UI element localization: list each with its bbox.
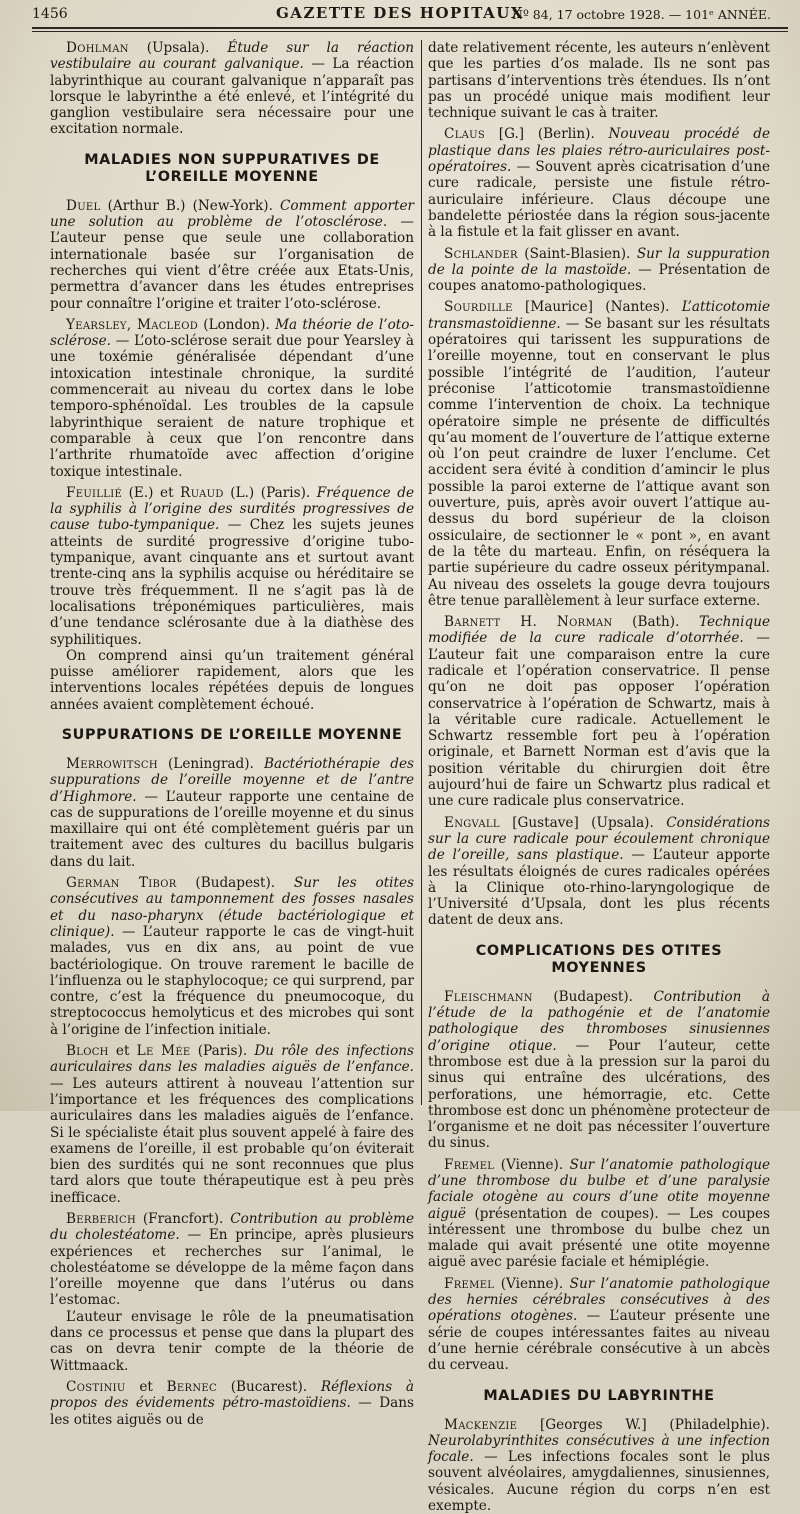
- article-fremel-2: Fremel (Vienne). Sur l’anatomie pathologique des hernies cérébrales consécutives à des opérations otogènes. — L’auteur présente une série de coupes intéressantes faites au niveau d’une hernie cérébrale consécutive à un abcès du cerveau.: [428, 1275, 770, 1374]
- masthead: GAZETTE DES HOPITAUX: [276, 4, 525, 22]
- article-fleischmann: Fleischmann (Budapest). Contribution à l’étude de la pathogénie et de l’anatomie pathologique des thromboses sinusiennes d’origine otique. — Pour l’auteur, cette thrombose est due à la pression sur la paroi du sinus qui entraîne des ulcérations, des perforations, une hémorragie, etc. Cette thrombose est donc un phénomène protecteur de l’organisme et ne doit pas nécessiter l’ouverture du sinus.: [428, 988, 770, 1152]
- article-fremel-1: Fremel (Vienne). Sur l’anatomie pathologique d’une thrombose du bulbe et d’une paralysie faciale otogène au cours d’une otite moyenne aiguë (présentation de coupes). — Les coupes intéressent une thrombose du bulbe chez un malade qui avait présenté une otite moyenne aiguë avec parésie faciale et hémiplégie.: [428, 1156, 770, 1271]
- article-claus: Claus [G.] (Berlin). Nouveau procédé de plastique dans les plaies rétro-auriculaires post-opératoires. — Souvent après cicatrisation d’une cure radicale, persiste une fistule rétro-auriculaire inférieure. Claus découpe une bandelette périostée dans la région sous-jacente à la fistule et la fait glisser en avant.: [428, 126, 770, 241]
- article-duel: Duel (Arthur B.) (New-York). Comment apporter une solution au problème de l’otosclérose. — L’auteur pense que seule une collaboration internationale basée sur l’organisation de recherches qui vient d’être créée aux Etats-Unis, permettra d’avancer dans les études entreprises pour connaître l’origine et traiter l’oto-sclérose.: [50, 197, 414, 312]
- section-heading: MALADIES DU LABYRINTHE: [483, 1387, 715, 1404]
- right-column: [428, 40, 770, 1514]
- article-sourdille: Sourdille [Maurice] (Nantes). L’atticotomie transmastoïdienne. — Se basant sur les résultats opératoires qui tarissent les suppurations de l’oreille moyenne, tout en conservant le plus possible l’intégrité de l’audition, l’auteur préconise l’atticotomie transmastoïdienne comme l’intervention de choix. La technique opératoire simple ne présente de difficultés qu’au moment de l’ouverture de l’attique externe où l’on peut craindre de luxer l’enclume. Cet accident sera évité à condition d’amincir le plus possible la paroi externe de l’attique avant son ouverture, puis, après avoir ouvert l’attique au-dessus du bord supérieur de la cloison ossiculaire, de sectionner le « pont », en avant de la tête du marteau. Enfin, on réséquera la partie supérieure du cadre osseux péritympanal. Au niveau des osselets la gouge devra toujours être tenue parallèlement à leur surface externe.: [428, 299, 770, 609]
- header-rule-thin: [32, 31, 788, 32]
- article-barnett: Barnett H. Norman (Bath). Technique modifiée de la cure radicale d’otorrhée. — L’auteur fait une comparaison entre la cure radicale et l’opération conservatrice. Il pense qu’on ne doit pas opposer l’opération conservatrice à l’opération de Schwartz, mais à la véritable cure radicale. Actuellement le Schwartz ressemble fort peu à l’opération originale, et Barnett Norman est d’avis que la position véritable du chirurgien doit être aujourd’hui de faire un Schwartz plus radical et une cure radicale plus conservatrice.: [428, 614, 770, 810]
- section-heading: SUPPURATIONS DE L’OREILLE MOYENNE: [61, 726, 403, 743]
- article-engvall: Engvall [Gustave] (Upsala). Considérations sur la cure radicale pour écoulement chronique de l’oreille, sans plastique. — L’auteur apporte les résultats éloignés de cures radicales opérées à la Clinique oto-rhino-laryngologique de l’Université d’Upsala, dont les plus récents datent de deux ans.: [428, 814, 770, 929]
- article-feuillie-cont: On comprend ainsi qu’un traitement général puisse améliorer rapidement, alors que les interventions locales répétées depuis de longues années avaient complètement échoué.: [50, 647, 414, 713]
- article-berberich-cont: L’auteur envisage le rôle de la pneumatisation dans ce processus et pense que dans la plupart des cas on devra tenir compte de la théorie de Wittmaack.: [50, 1308, 414, 1374]
- page-number: 1456: [32, 6, 68, 22]
- article-feuillie: Feuillié (E.) et Ruaud (L.) (Paris). Fréquence de la syphilis à l’origine des surdités progressives de cause tubo-tympanique. — Chez les sujets jeunes atteints de surdité progressive d’origine tubo-tympanique, avant cinquante ans et surtout avant trente-cinq ans la syphilis acquise ou héréditaire se trouve très fréquemment. Il ne s’agit pas là de localisations tréponémiques particulières, mais d’une tendance sclérosante due à la diathèse des syphilitiques.: [50, 484, 414, 648]
- article-costiniu: Costiniu et Bernec (Bucarest). Réflexions à propos des évidements pétro-mastoïdiens. — Dans les otites aiguës ou de: [50, 1378, 415, 1428]
- page-header: [0, 0, 800, 30]
- section-heading: MALADIES NON SUPPURATIVES DE L’OREILLE MOYENNE: [84, 151, 380, 185]
- article-merrowitsch: Merrowitsch (Leningrad). Bactériothérapie des suppurations de l’oreille moyenne et de l’antre d’Highmore. — L’auteur rapporte une centaine de cas de suppurations de l’oreille moyenne et du sinus maxillaire qui ont été complètement guéris par un traitement avec des cultures du bacillus bulgaris dans du lait.: [50, 755, 414, 870]
- section-heading: COMPLICATIONS DES OTITES MOYENNES: [475, 942, 723, 976]
- issue-info: Nº 84, 17 octobre 1928. — 101ᵉ ANNÉE.: [512, 7, 771, 22]
- article-bloch: Bloch et Le Mée (Paris). Du rôle des infections auriculaires dans les maladies aiguës de l’enfance. — Les auteurs attirent à nouveau l’attention sur l’importance et les fréquences des complications auriculaires dans les maladies aiguës de l’enfance. Si le spécialiste était plus souvent appelé à faire des examens de l’oreille, il est probable qu’on éviterait bien des surdités qui ne sont reconnues que plus tard alors que toute thérapeutique est à peu près inefficace.: [50, 1043, 415, 1206]
- article-yearsley: Yearsley, Macleod (London). Ma théorie de l’oto-sclérose. — L’oto-sclérose serait due pour Yearsley à une toxémie généralisée dépendant d’une intoxication intestinale chronique, la surdité commencerait au niveau du cortex dans le lobe temporo-sphénoïdal. Les troubles de la capsule labyrinthique seraient de nature trophique et comparable à ceux que l’on rencontre dans l’arthrite rhumatoïde avec affection d’origine toxique intestinale.: [50, 316, 414, 480]
- column-rule: [421, 40, 422, 1105]
- header-rule: [32, 27, 788, 29]
- article-schlander: Schlander (Saint-Blasien). Sur la suppuration de la pointe de la mastoïde. — Présentation de coupes anatomo-pathologiques.: [428, 245, 770, 295]
- article-mackenzie: Mackenzie [Georges W.] (Philadelphie). Neurolabyrinthites consécutives à une infection focale. — Les infections focales sont le plus souvent alvéolaires, amygdaliennes, sinusiennes, vésicales. Aucune région du corps n’en est exempte.: [428, 1416, 770, 1514]
- article-costiniu-cont: date relativement récente, les auteurs n’enlèvent que les parties d’os malade. Ils ne sont pas partisans d’interventions très étendues. Ils n’ont pas un procédé unique mais modifient leur technique suivant le cas à traiter.: [428, 40, 770, 122]
- article-dohlman: Dohlman (Upsala). Étude sur la réaction vestibulaire au courant galvanique. — La réaction labyrinthique au courant galvanique n’apparaît pas lorsque le labyrinthe a été enlevé, et l’intégrité du ganglion vestibulaire sera nécessaire pour une excitation normale.: [50, 40, 415, 138]
- article-german: German Tibor (Budapest). Sur les otites consécutives au tamponnement des fosses nasales et du naso-pharynx (étude bactériologique et clinique). — L’auteur rapporte le cas de vingt-huit malades, vus en dix ans, au point de vue bactériologique. On trouve rarement le bacille de l’influenza ou le staphylocoque; ce qui surprend, par contre, c’est la fréquence du pneumocoque, du streptococcus hemolyticus et des microbes qui sont à l’origine de l’infection initiale.: [50, 875, 414, 1038]
- article-berberich: Berberich (Francfort). Contribution au problème du cholestéatome. — En principe, après plusieurs expériences et recherches sur l’animal, le cholestéatome se développe de la même façon dans l’oreille moyenne que dans l’utérus ou dans l’estomac.: [50, 1211, 414, 1309]
- left-column: [50, 40, 414, 1428]
